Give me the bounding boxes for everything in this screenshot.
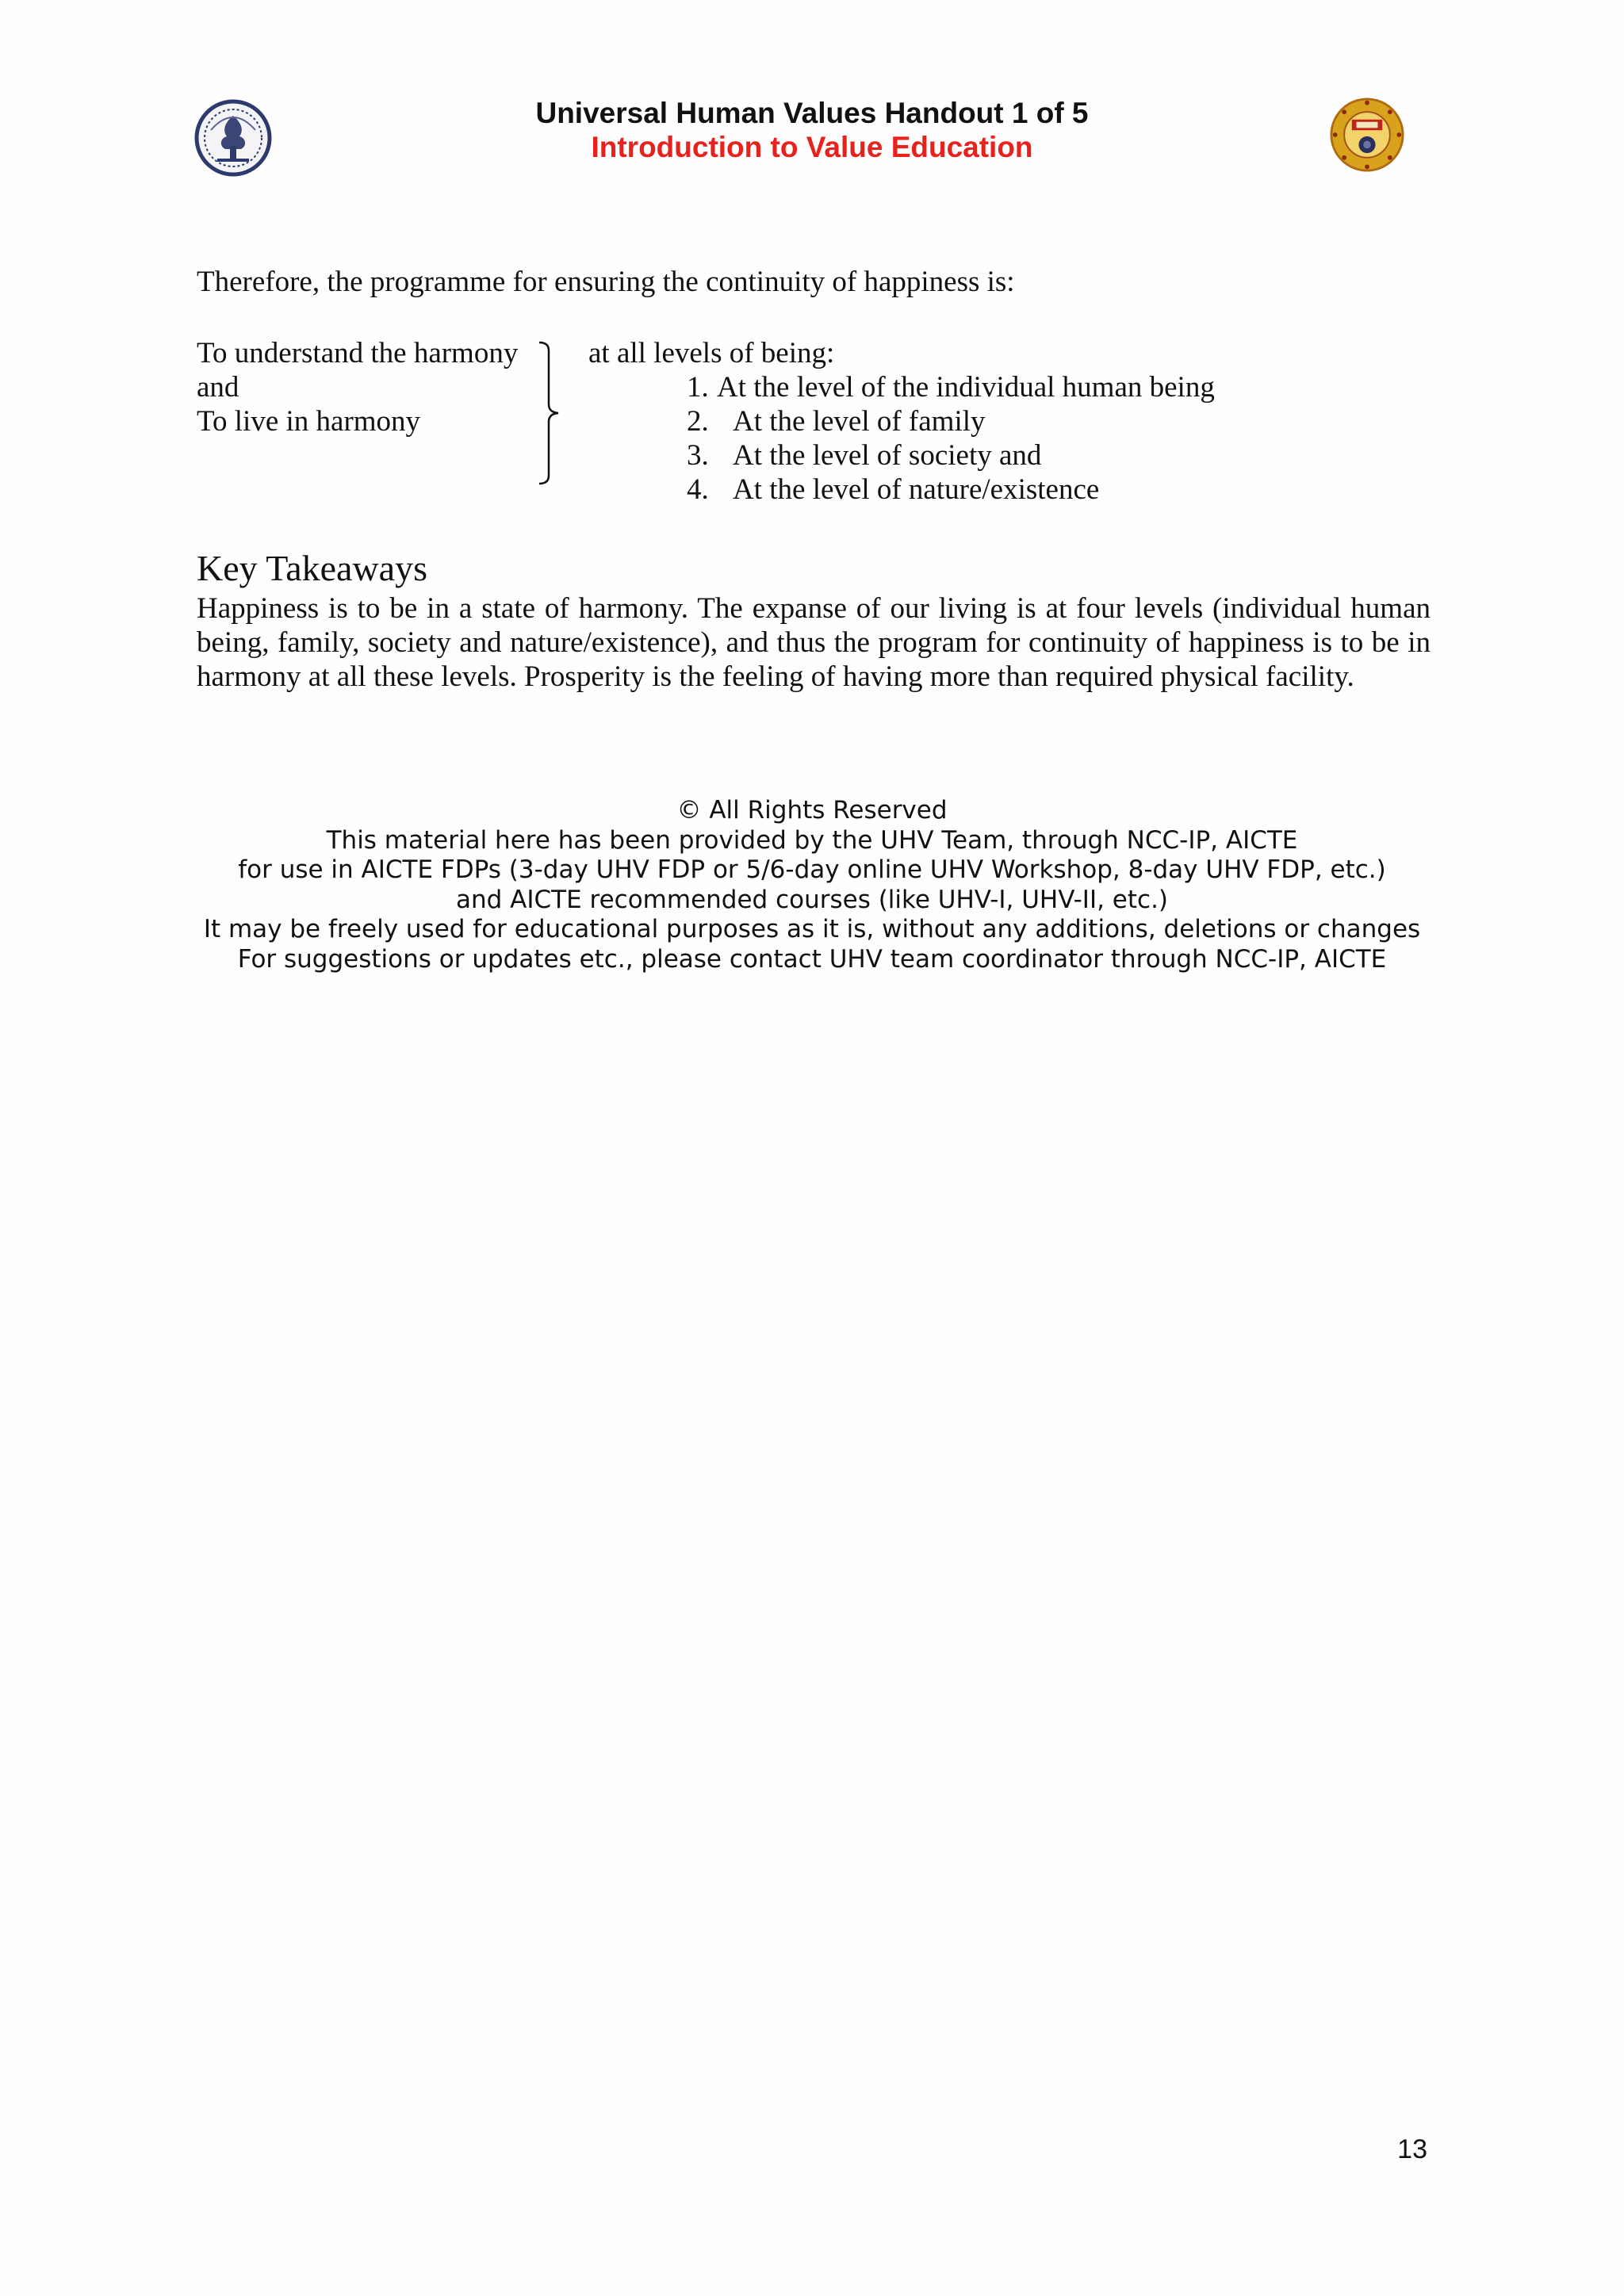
handout-title: Universal Human Values Handout 1 of 5 [535,97,1089,129]
level-text: At the level of the individual human being [717,371,1215,404]
level-number: 2. [687,405,709,438]
notice-line: For suggestions or updates etc., please contact UHV team coordinator through NCC-IP, AICTE [237,944,1387,974]
level-item [687,370,1215,404]
copyright-notice [0,796,1624,975]
level-item [687,438,1041,473]
harmony-line-and: and [197,371,239,404]
key-takeaways-body: Happiness is to be in a state of harmony. The expanse of our living is at four levels (individual human being, family, society and nature/existence), and thus the program for continuity of happiness is to be in harmony at all these levels. Prosperity is the feeling of having more than required physical facility. [197,592,1431,693]
harmony-line-understand: To understand the harmony [197,337,519,369]
notice-line: © All Rights Reserved [676,796,948,825]
level-number: 3. [687,439,709,472]
curly-brace [536,341,568,485]
intro-text: Therefore, the programme for ensuring the continuity of happiness is: [197,266,1015,298]
level-text: At the level of family [733,405,986,438]
key-takeaways-heading: Key Takeaways [197,548,427,588]
handout-subtitle: Introduction to Value Education [591,131,1033,163]
harmony-line-live: To live in harmony [197,405,421,438]
page-number: 13 [1397,2134,1427,2164]
level-text: At the level of society and [733,439,1042,472]
level-number: 1. [687,371,709,404]
aicte-emblem-icon [1329,97,1405,173]
notice-line: for use in AICTE FDPs (3-day UHV FDP or 5/6-day online UHV Workshop, 8-day UHV FDP, etc.) [238,855,1386,885]
level-text: At the level of nature/existence [733,473,1100,506]
level-item [687,473,1099,507]
notice-line: This material here has been provided by the UHV Team, through NCC-IP, AICTE [326,825,1298,855]
level-number: 4. [687,473,709,506]
level-item [687,404,986,438]
notice-line: and AICTE recommended courses (like UHV-I, UHV-II, etc.) [455,885,1169,914]
notice-line: It may be freely used for educational purposes as it is, without any additions, deletions or changes [203,915,1421,944]
levels-lead: at all levels of being: [588,337,835,369]
